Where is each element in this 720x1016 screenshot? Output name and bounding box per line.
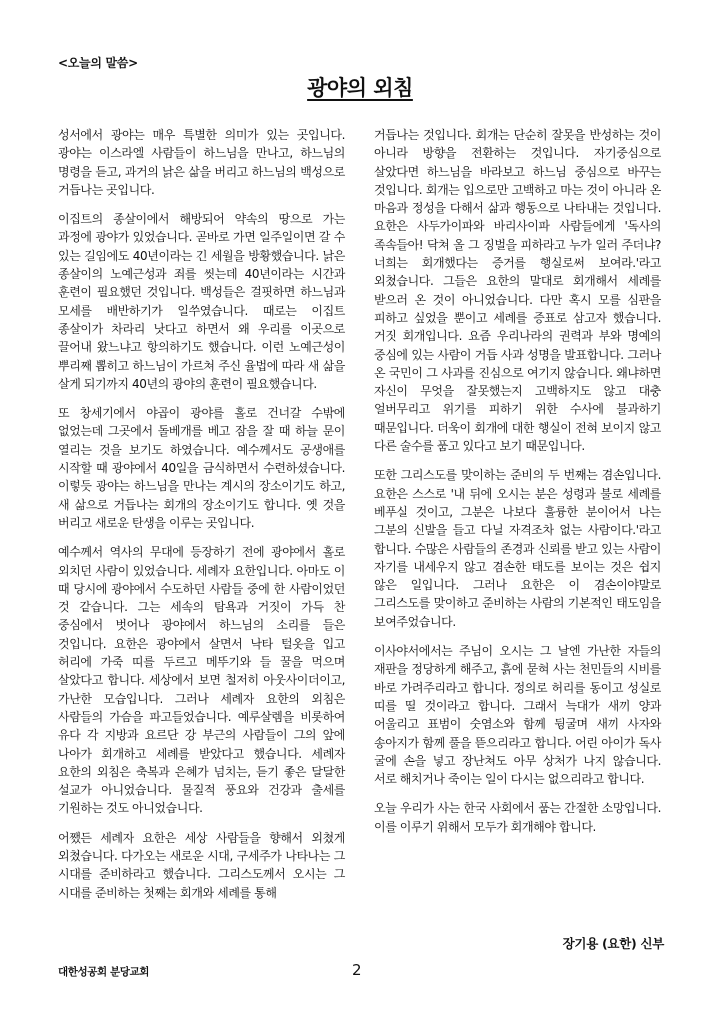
paragraph: 예수께서 역사의 무대에 등장하기 전에 광야에서 홀로 외치던 사람이 있었습니다. 세례자 요한입니다. 아마도 이 때 당시에 광야에서 수도하던 사람들 중에 한 사람이었던 것 같습니다. 그는 세속의 탐욕과 거짓이 가득 찬 중심에서 벗어나 광야에서 하느님의 소리를 들은 것입니다. 요한은 광야에서 살면서 낙타 털옷을 입고 허리에 가죽 띠를 두르고 메뚜기와 들 꿀을 먹으며 살았다고 합니다. 세상에서 보면 철저히 아웃사이더이고, 가난한 모습입니다. 그러나 세례자 요한의 외침은 사람들의 가슴을 파고들었습니다. 예루살렘을 비롯하여 유다 각 지방과 요르단 강 부근의 사람들이 그의 앞에 나아가 회개하고 세례를 받았다고 했습니다. 세례자 요한의 외침은 축복과 은혜가 넘치는, 듣기 좋은 달달한 설교가 아니었습니다. 물질적 풍요와 건강과 출세를 기원하는 것도 아니었습니다. <box>58 545 345 816</box>
page-number: 2 <box>352 961 362 979</box>
page-title <box>0 72 720 102</box>
page-title-text: 광야의 외침 <box>307 76 413 100</box>
paragraph: 이사야서에서는 주님이 오시는 그 날엔 가난한 자들의 재판을 정당하게 해주고, 흙에 묻혀 사는 천민들의 시비를 바로 가려주리라고 합니다. 정의로 허리를 동이고 성실로 띠를 띨 것이라고 합니다. 그래서 늑대가 새끼 양과 어울리고 표범이 숫염소와 함께 뒹굴며 새끼 사자와 송아지가 함께 풀을 뜯으리라고 합니다. 어린 아이가 독사 굴에 손을 넣고 장난쳐도 아무 상처가 나지 않습니다. 서로 해치거나 죽이는 일이 다시는 없으리라고 합니다. <box>374 644 661 787</box>
paragraph: 거듭나는 것입니다. 회개는 단순히 잘못을 반성하는 것이 아니라 방향을 전환하는 것입니다. 자기중심으로 살았다면 하느님을 바라보고 하느님 중심으로 바꾸는 것입니다. 회개는 입으로만 고백하고 마는 것이 아니라 온 마음과 정성을 다해서 삶과 행동으로 나타내는 것입니다. 요한은 사두가이파와 바리사이파 사람들에게 '독사의 족속들아! 닥쳐 올 그 징벌을 피하라고 누가 일러 주더냐? 너희는 회개했다는 증거를 행실로써 보여라.'라고 외쳤습니다. 그들은 요한의 말대로 회개해서 세례를 받으러 온 것이 아니었습니다. 다만 혹시 모를 심판을 피하고 싶었을 뿐이고 세례를 증표로 삼고자 했습니다. 거짓 회개입니다. 요즘 우리나라의 권력과 부와 명예의 중심에 있는 사람이 거듭 사과 성명을 발표합니다. 그러나 온 국민이 그 사과를 진심으로 여기지 않습니다. 왜냐하면 자신이 무엇을 잘못했는지 고백하지도 않고 대충 얼버무리고 위기를 피하기 위한 수사에 불과하기 때문입니다. 더욱이 회개에 대한 행실이 전혀 보이지 않고 다른 술수를 품고 있다고 보기 때문입니다. <box>374 128 661 454</box>
paragraph: 어쨌든 세례자 요한은 세상 사람들을 향해서 외쳤게 외쳤습니다. 다가오는 새로운 시대, 구세주가 나타나는 그 시대를 준비하라고 했습니다. 그리스도께서 오시는 그 시대를 준비하는 첫째는 회개와 세례를 통해 <box>58 830 345 900</box>
author-signature: 장기용 (요한) 신부 <box>562 936 664 951</box>
paragraph: 이집트의 종살이에서 해방되어 약속의 땅으로 가는 과정에 광야가 있었습니다. 곧바로 가면 일주일이면 갈 수 있는 길임에도 40년이라는 긴 세월을 방황했습니다. 낡은 종살이의 노예근성과 죄를 씻는데 40년이라는 시간과 훈련이 필요했던 것입니다. 백성들은 걸핏하면 하느님과 모세를 배반하기가 일쑤였습니다. 때로는 이집트 종살이가 차라리 낫다고 하면서 왜 우리를 이곳으로 끌어내 왔느냐고 항의하기도 했습니다. 이런 노예근성이 뿌리째 뽑히고 하느님이 가르쳐 주신 율법에 따라 새 삶을 살게 되기까지 40년의 광야의 훈련이 필요했습니다. <box>58 212 345 391</box>
paragraph: 또한 그리스도를 맞이하는 준비의 두 번째는 겸손입니다. 요한은 스스로 '내 뒤에 오시는 분은 성령과 불로 세례를 베푸실 것이고, 그분은 나보다 훌륭한 분이어서 나는 그분의 신발을 들고 다닐 자격조차 없는 사람이다.'라고 합니다. 수많은 사람들의 존경과 신뢰를 받고 있는 사람이 자기를 내세우지 않고 겸손한 태도를 보이는 것은 쉽지 않은 일입니다. 그러나 요한은 이 겸손이야말로 그리스도를 맞이하고 준비하는 사람의 기본적인 태도임을 보여주었습니다. <box>374 468 661 629</box>
footer-organization: 대한성공회 분당교회 <box>58 966 149 978</box>
paragraph: 또 창세기에서 야곱이 광야를 홀로 건너갈 수밖에 없었는데 그곳에서 돌베개를 베고 잠을 잘 때 하늘 문이 열리는 것을 보기도 하였습니다. 예수께서도 공생애를 시작할 때 광야에서 40일을 금식하면서 수련하셨습니다. 이렇듯 광야는 하느님을 만나는 계시의 장소이기도 하고, 새 삶으로 거듭나는 회개의 장소이기도 합니다. 옛 것을 버리고 새로운 탄생을 이루는 곳입니다. <box>58 406 345 530</box>
paragraph: 오늘 우리가 사는 한국 사회에서 품는 간절한 소망입니다. 이를 이루기 위해서 모두가 회개해야 합니다. <box>374 801 661 834</box>
paragraph: 성서에서 광야는 매우 특별한 의미가 있는 곳입니다. 광야는 이스라엘 사람들이 하느님을 만나고, 하느님의 명령을 듣고, 과거의 낡은 삶을 버리고 하느님의 백성으로 거듭나는 곳입니다. <box>58 128 345 197</box>
section-label: <오늘의 말씀> <box>58 56 138 70</box>
left-column <box>58 126 345 913</box>
right-column <box>374 126 661 847</box>
